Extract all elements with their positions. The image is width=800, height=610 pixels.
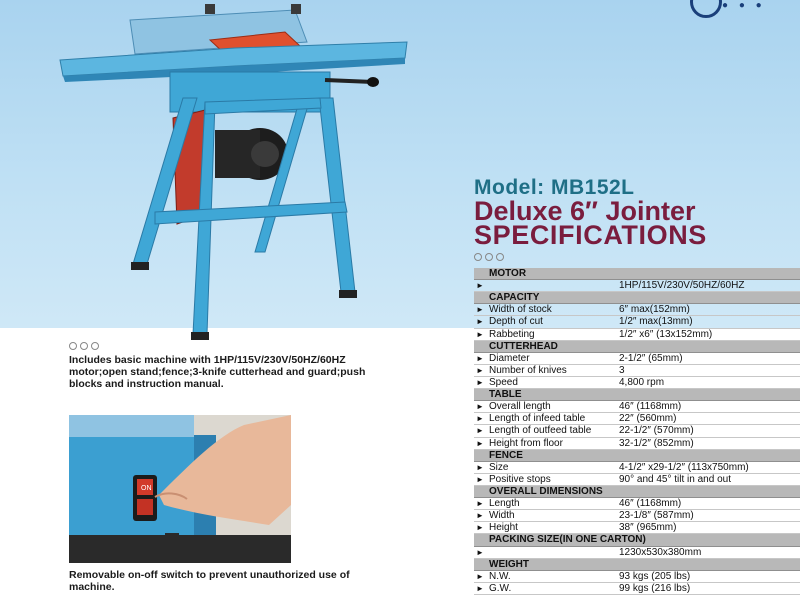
spec-value: 4-1/2″ x29-1/2″ (113x750mm) xyxy=(619,461,749,473)
bullet-arrow-icon: ► xyxy=(476,317,484,327)
spec-row xyxy=(474,547,800,559)
bullet-arrow-icon: ► xyxy=(476,499,484,509)
spec-section-label: PACKING SIZE(IN ONE CARTON) xyxy=(489,534,646,546)
spec-section-label: MOTOR xyxy=(489,268,527,280)
jointer-machine-illustration xyxy=(55,2,415,342)
spec-row xyxy=(474,365,800,377)
spec-section-header xyxy=(474,559,800,571)
spec-value: 2-1/2″ (65mm) xyxy=(619,352,683,364)
spec-section-header xyxy=(474,341,800,353)
bullet-arrow-icon: ► xyxy=(476,438,484,448)
spec-label: G.W. xyxy=(489,582,512,594)
package-description: Includes basic machine with 1HP/115V/230V/50HZ/60HZ motor;open stand;fence;3-knife cutterhead and guard;push blocks and instruction manual. xyxy=(69,354,366,390)
bullet-arrow-icon: ► xyxy=(476,462,484,472)
spec-row xyxy=(474,522,800,534)
spec-label: Depth of cut xyxy=(489,316,543,328)
spec-label: Number of knives xyxy=(489,364,567,376)
spec-value: 38″ (965mm) xyxy=(619,522,677,534)
spec-label: Height xyxy=(489,522,518,534)
spec-label: Width xyxy=(489,510,515,522)
spec-value: 6″ max(152mm) xyxy=(619,304,690,316)
spec-section-header xyxy=(474,268,800,280)
spec-label: Length of outfeed table xyxy=(489,425,592,437)
bullet-arrow-icon: ► xyxy=(476,365,484,375)
spec-row xyxy=(474,510,800,522)
brand-logo-text: ● ● ● xyxy=(722,0,766,11)
decorative-dots xyxy=(474,253,504,261)
spec-section-label: WEIGHT xyxy=(489,558,529,570)
spec-row xyxy=(474,425,800,437)
spec-value: 93 kgs (205 lbs) xyxy=(619,570,691,582)
spec-value: 1HP/115V/230V/50HZ/60HZ xyxy=(619,280,745,292)
switch-caption: Removable on-off switch to prevent unauthorized use of machine. xyxy=(69,569,350,593)
switch-photo xyxy=(69,415,291,563)
spec-section-header xyxy=(474,389,800,401)
bullet-arrow-icon: ► xyxy=(476,281,484,291)
bullet-arrow-icon: ► xyxy=(476,353,484,363)
spec-table xyxy=(474,268,800,595)
spec-row xyxy=(474,413,800,425)
spec-value: 1230x530x380mm xyxy=(619,546,702,558)
spec-label: Diameter xyxy=(489,352,530,364)
spec-section-label: CUTTERHEAD xyxy=(489,340,558,352)
spec-label: Speed xyxy=(489,377,518,389)
bullet-arrow-icon: ► xyxy=(476,511,484,521)
bullet-arrow-icon: ► xyxy=(476,414,484,424)
spec-section-header xyxy=(474,534,800,546)
bullet-arrow-icon: ► xyxy=(476,305,484,315)
spec-label: Overall length xyxy=(489,401,551,413)
spec-section-header xyxy=(474,486,800,498)
bullet-arrow-icon: ► xyxy=(476,402,484,412)
bullet-arrow-icon: ► xyxy=(476,583,484,593)
spec-label: Length xyxy=(489,498,520,510)
spec-row xyxy=(474,280,800,292)
spec-section-header xyxy=(474,450,800,462)
spec-row xyxy=(474,583,800,595)
spec-label: Height from floor xyxy=(489,437,563,449)
product-title: Deluxe 6″ Jointer xyxy=(474,196,696,226)
spec-label: Size xyxy=(489,461,509,473)
spec-label: Rabbeting xyxy=(489,328,535,340)
spec-value: 1/2″ max(13mm) xyxy=(619,316,693,328)
spec-section-header xyxy=(474,292,800,304)
bullet-arrow-icon: ► xyxy=(476,523,484,533)
spec-value: 4,800 rpm xyxy=(619,377,665,389)
spec-row xyxy=(474,304,800,316)
decorative-dots xyxy=(69,342,99,350)
spec-section-label: CAPACITY xyxy=(489,292,540,304)
spec-label: Length of infeed table xyxy=(489,413,586,425)
spec-value: 46″ (1168mm) xyxy=(619,401,682,413)
spec-label: Positive stops xyxy=(489,473,551,485)
spec-value: 3 xyxy=(619,364,625,376)
spec-value: 23-1/8″ (587mm) xyxy=(619,510,694,522)
spec-row xyxy=(474,498,800,510)
spec-row xyxy=(474,316,800,328)
spec-label: N.W. xyxy=(489,570,511,582)
spec-row xyxy=(474,571,800,583)
spec-row xyxy=(474,462,800,474)
spec-section-label: OVERALL DIMENSIONS xyxy=(489,486,603,498)
spec-value: 99 kgs (216 lbs) xyxy=(619,582,691,594)
bullet-arrow-icon: ► xyxy=(476,571,484,581)
specifications-heading: SPECIFICATIONS xyxy=(474,220,707,250)
spec-row xyxy=(474,353,800,365)
spec-value: 22″ (560mm) xyxy=(619,413,677,425)
spec-value: 1/2″ x6″ (13x152mm) xyxy=(619,328,713,340)
spec-section-label: TABLE xyxy=(489,389,522,401)
spec-row xyxy=(474,377,800,389)
spec-value: 32-1/2″ (852mm) xyxy=(619,437,694,449)
spec-row xyxy=(474,474,800,486)
model-label: Model: MB152L xyxy=(474,176,635,199)
bullet-arrow-icon: ► xyxy=(476,378,484,388)
spec-value: 46″ (1168mm) xyxy=(619,498,682,510)
spec-row xyxy=(474,401,800,413)
spec-label: Width of stock xyxy=(489,304,552,316)
switch-on-label: ON xyxy=(141,485,152,492)
bullet-arrow-icon: ► xyxy=(476,329,484,339)
spec-row xyxy=(474,438,800,450)
bullet-arrow-icon: ► xyxy=(476,474,484,484)
spec-value: 90° and 45° tilt in and out xyxy=(619,473,731,485)
spec-section-label: FENCE xyxy=(489,449,523,461)
bullet-arrow-icon: ► xyxy=(476,426,484,436)
bullet-arrow-icon: ► xyxy=(476,547,484,557)
spec-row xyxy=(474,329,800,341)
spec-value: 22-1/2″ (570mm) xyxy=(619,425,694,437)
